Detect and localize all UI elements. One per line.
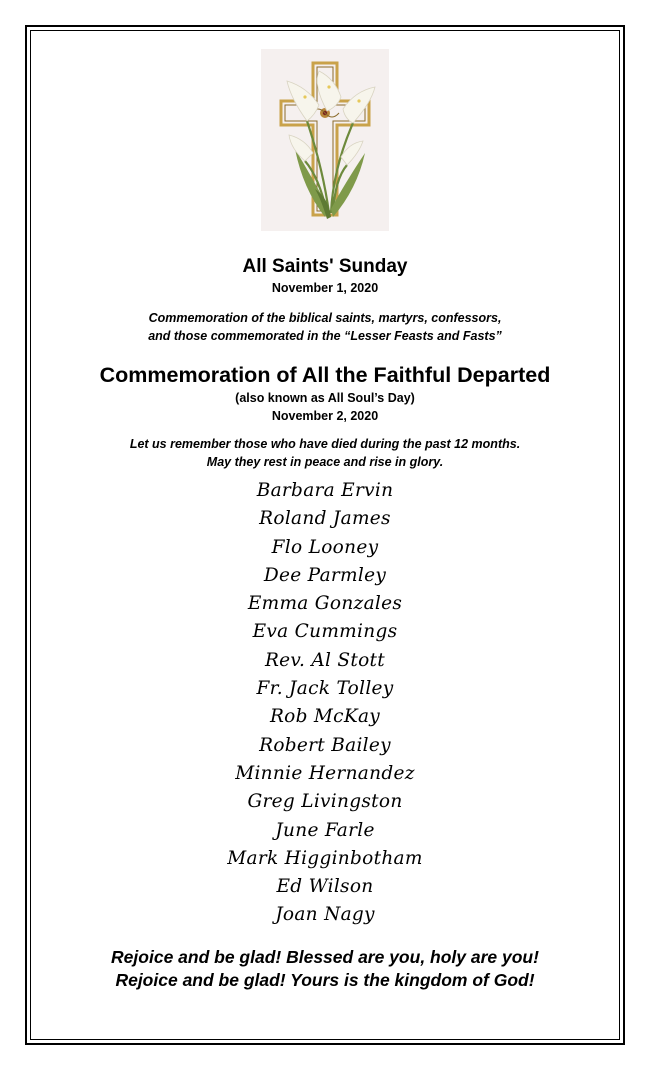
departed-name: Rev. Al Stott <box>264 649 386 671</box>
departed-name: Eva Cummings <box>252 621 398 643</box>
remembrance-prayer <box>30 435 620 471</box>
departed-name: Dee Parmley <box>263 564 387 586</box>
departed-name: Emma Gonzales <box>247 593 403 615</box>
departed-name: Roland James <box>259 508 391 530</box>
departed-name: Flo Looney <box>271 536 379 558</box>
departed-name: Ed Wilson <box>276 876 374 898</box>
departed-name: June Farle <box>275 819 375 841</box>
all-saints-description <box>30 309 620 345</box>
bulletin-page <box>30 30 620 992</box>
departed-name: Mark Higginbotham <box>227 847 423 869</box>
closing-line: Rejoice and be glad! Yours is the kingdom of God! <box>115 969 535 990</box>
commemoration-date: November 2, 2020 <box>271 409 379 423</box>
departed-names-list <box>30 477 620 930</box>
description-line: and those commemorated in the “Lesser Feasts and Fasts” <box>148 329 502 343</box>
closing-line: Rejoice and be glad! Blessed are you, holy are you! <box>111 946 539 967</box>
departed-name: Greg Livingston <box>247 791 403 813</box>
departed-name: Robert Bailey <box>259 734 391 756</box>
departed-name: Joan Nagy <box>275 904 375 926</box>
departed-name: Fr. Jack Tolley <box>256 678 394 700</box>
commemoration-title: Commemoration of All the Faithful Departed <box>99 363 551 387</box>
all-saints-title: All Saints' Sunday <box>242 256 408 277</box>
departed-name: Barbara Ervin <box>256 480 394 501</box>
all-saints-date: November 1, 2020 <box>271 281 379 295</box>
departed-name: Minnie Hernandez <box>235 762 415 784</box>
departed-name: Rob McKay <box>269 706 381 728</box>
commemoration-subtitle: (also known as All Soul’s Day) <box>235 391 415 405</box>
description-line: Commemoration of the biblical saints, martyrs, confessors, <box>148 311 502 325</box>
prayer-line: May they rest in peace and rise in glory. <box>206 455 444 469</box>
closing-acclamation <box>30 946 620 992</box>
prayer-line: Let us remember those who have died during the past 12 months. <box>129 437 521 451</box>
cross-with-lilies-image <box>261 49 389 231</box>
